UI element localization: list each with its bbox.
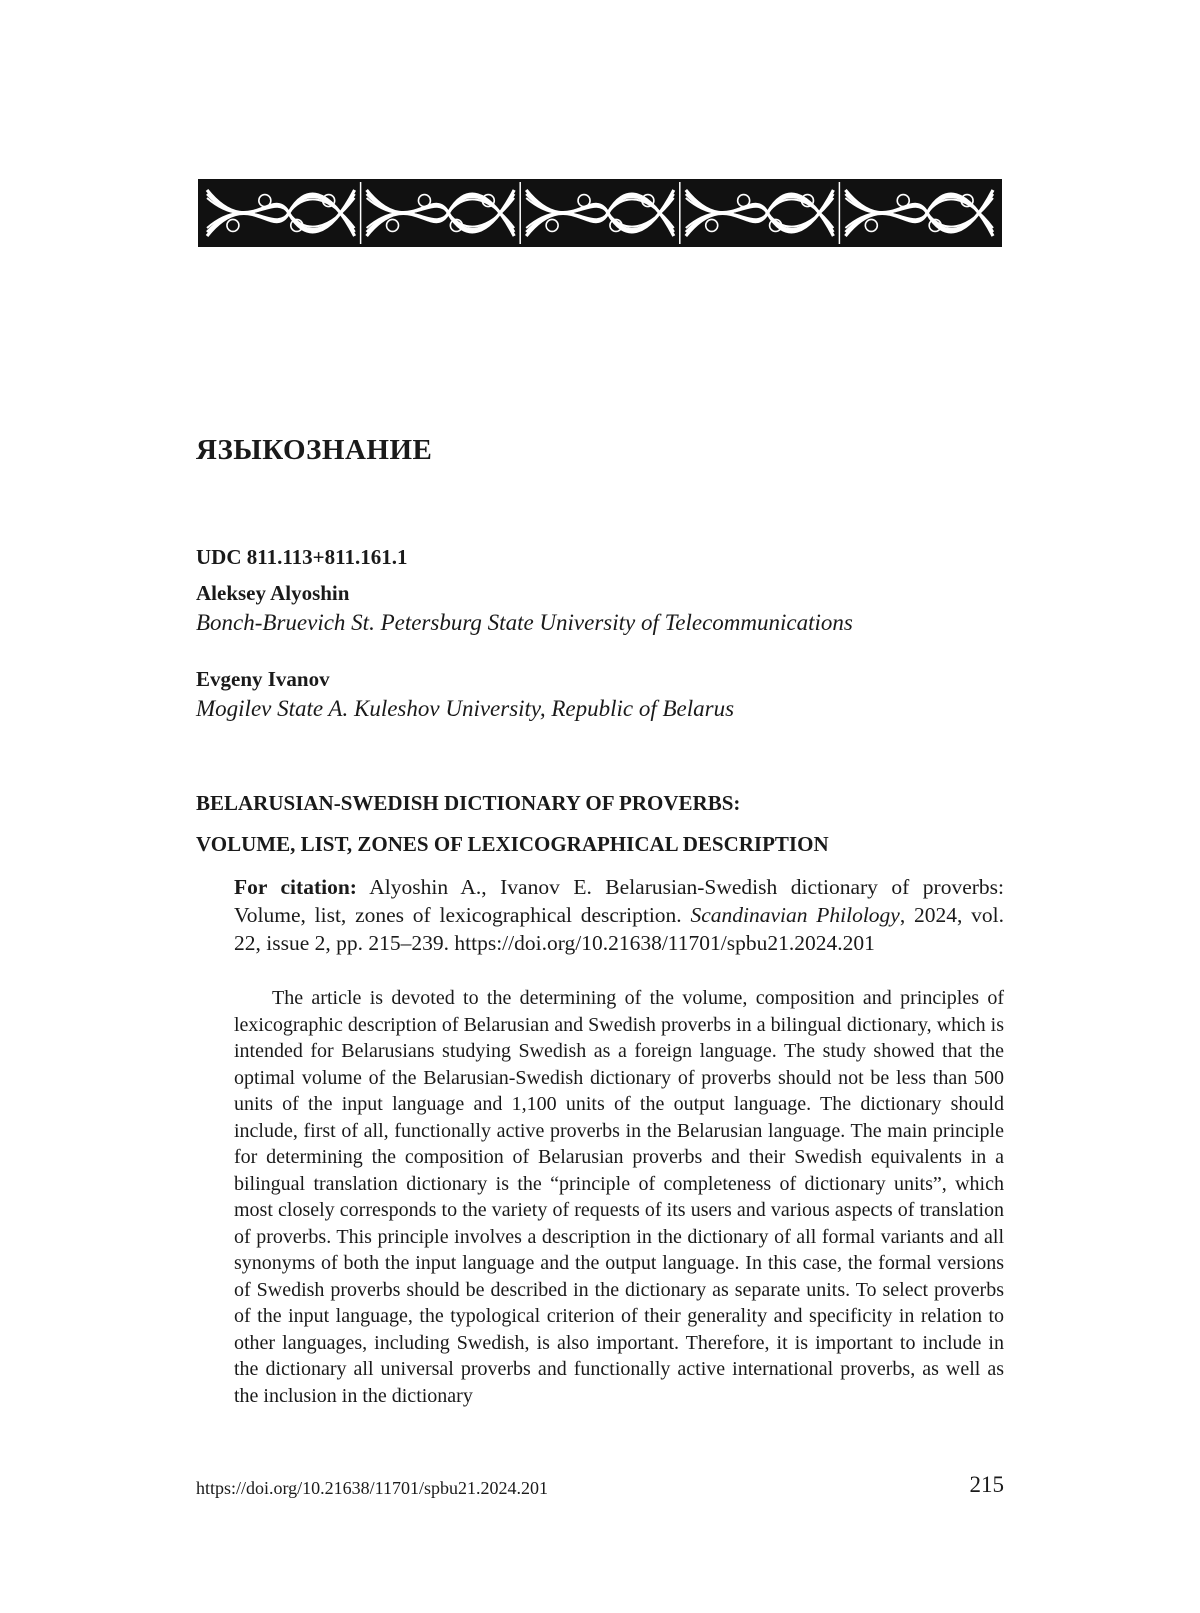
- author-affiliation: Bonch-Bruevich St. Petersburg State University of Telecommunications: [196, 610, 853, 635]
- article-title-line: BELARUSIAN-SWEDISH DICTIONARY OF PROVERBS:: [196, 791, 741, 815]
- citation-block: [234, 873, 1004, 957]
- citation-label: For citation:: [234, 875, 357, 899]
- citation-details: , 2024, vol. 22, issue 2, pp. 215–239. https://doi.org/10.21638/11701/spbu21.2024.201: [234, 903, 1004, 955]
- celtic-knot-ornament-banner: [198, 179, 1002, 247]
- article-title-line: VOLUME, LIST, ZONES OF LEXICOGRAPHICAL DESCRIPTION: [196, 832, 829, 856]
- knot-pattern-icon: [201, 182, 999, 244]
- article-title: [196, 783, 829, 865]
- section-title: ЯЗЫКОЗНАНИЕ: [196, 434, 433, 466]
- author-affiliation: Mogilev State A. Kuleshov University, Republic of Belarus: [196, 696, 735, 721]
- author-name: Evgeny Ivanov: [196, 667, 330, 691]
- author-name: Aleksey Alyoshin: [196, 581, 350, 605]
- footer-doi-link[interactable]: https://doi.org/10.21638/11701/spbu21.2024.201: [196, 1478, 549, 1498]
- udc-code: UDC 811.113+811.161.1: [196, 545, 408, 569]
- author-block-2: [196, 664, 734, 724]
- page-number: 215: [969, 1472, 1004, 1497]
- citation-text: Alyoshin A., Ivanov E. Belarusian-Swedish dictionary of proverbs: Volume, list, zones of lexicographical description.: [234, 875, 1004, 927]
- abstract-text: The article is devoted to the determining of the volume, composition and principles of lexicographic description of Belarusian and Swedish proverbs in a bilingual dictionary, which is intended for Belarusians studying Swedish as a foreign language. The study showed that the optimal volume of the Belarusian-Swedish dictionary of proverbs should not be less than 500 units of the input language and 1,100 units of the output language. The dictionary should include, first of all, functionally active proverbs in the Belarusian language. The main principle for determining the composition of Belarusian proverbs and their Swedish equivalents in a bilingual translation dictionary is the “principle of completeness of dictionary units”, which most closely corresponds to the variety of requests of its users and various aspects of translation of proverbs. This principle involves a description in the dictionary of all formal variants and all synonyms of both the input language and the output language. In this case, the formal versions of Swedish proverbs should be described in the dictionary as separate units. To select proverbs of the input language, the typological criterion of their generality and specificity in relation to other languages, including Swedish, is also important. Therefore, it is important to include in the dictionary all universal proverbs and functionally active international proverbs, as well as the inclusion in the dictionary: [234, 987, 1004, 1407]
- citation-journal: Scandinavian Philology: [690, 903, 900, 927]
- author-block-1: [196, 578, 853, 638]
